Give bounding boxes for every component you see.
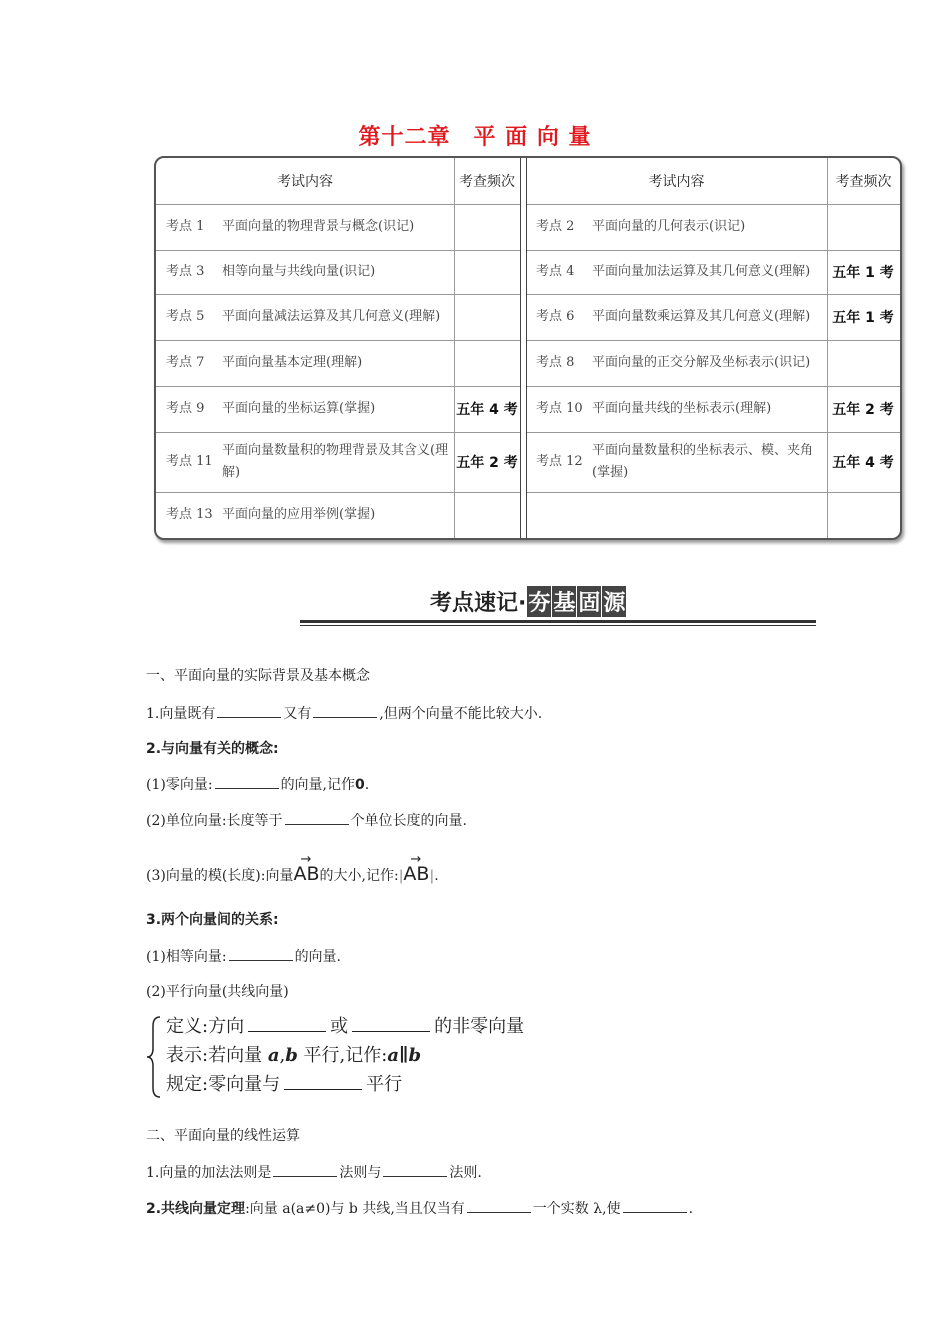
exam-point-number: 考点 8 xyxy=(536,355,575,370)
brace-line-rule: 规定:零向量与 平行 xyxy=(166,1074,403,1095)
item-2-2: 2.共线向量定理:向量 a(a≠0)与 b 共线,当且仅当有 一个实数 λ,使 . xyxy=(146,1198,693,1219)
exam-point-number: 考点 3 xyxy=(166,264,205,279)
exam-point-text: 平面向量基本定理(理解) xyxy=(222,355,363,370)
banner-title: 考点速记· xyxy=(430,591,527,616)
item-zero-vector: (1)零向量: 的向量,记作0. xyxy=(146,774,369,795)
item-1-1: 1.向量既有 又有 ,但两个向量不能比较大小. xyxy=(146,703,542,724)
exam-point-number: 考点 5 xyxy=(166,309,205,324)
item-vector-modulus: (3)向量的模(长度):向量 → AB的大小,记作:| → AB|. xyxy=(146,852,439,885)
exam-point-cell xyxy=(166,386,452,432)
exam-point-number: 考点 9 xyxy=(166,401,205,416)
exam-frequency: 五年 4 考 xyxy=(832,455,894,471)
exam-point-text: 平面向量的坐标运算(掌握) xyxy=(222,401,376,416)
exam-table xyxy=(154,156,902,540)
header-content: 考试内容 xyxy=(648,174,705,190)
exam-frequency: 五年 2 考 xyxy=(456,455,518,471)
exam-point-text: 平面向量加法运算及其几何意义(理解) xyxy=(592,264,811,279)
item-parallel-vectors: (2)平行向量(共线向量) xyxy=(146,984,289,1000)
exam-frequency: 五年 1 考 xyxy=(832,265,894,281)
item-unit-vector: (2)单位向量:长度等于 个单位长度的向量. xyxy=(146,810,467,831)
exam-frequency xyxy=(454,340,520,386)
exam-point-number: 考点 7 xyxy=(166,355,205,370)
fill-blank xyxy=(623,1198,687,1213)
table-divider xyxy=(520,158,527,538)
exam-point-cell xyxy=(166,432,452,492)
fill-blank xyxy=(383,1162,447,1177)
exam-point-number: 考点 10 xyxy=(536,401,583,416)
exam-point-cell xyxy=(536,432,824,492)
exam-point-number: 考点 1 xyxy=(166,219,205,234)
exam-point-number: 考点 11 xyxy=(166,454,213,469)
exam-point-cell xyxy=(166,340,452,386)
fill-blank xyxy=(248,1015,326,1032)
fill-blank xyxy=(285,810,349,825)
exam-frequency: 五年 4 考 xyxy=(456,402,518,418)
fill-blank xyxy=(217,703,281,718)
fill-blank xyxy=(215,774,279,789)
banner-box-char: 固 xyxy=(577,586,601,617)
header-frequency: 考查频次 xyxy=(835,174,892,190)
exam-point-text: 相等向量与共线向量(识记) xyxy=(222,264,376,279)
exam-point-cell xyxy=(536,340,824,386)
section-1-title: 一、平面向量的实际背景及基本概念 xyxy=(146,668,370,684)
chapter-title: 第十二章 平 面 向 量 xyxy=(358,125,592,150)
item-1-3-heading: 3.两个向量间的关系: xyxy=(146,912,279,928)
banner-rule xyxy=(300,620,816,623)
fill-blank xyxy=(229,946,293,961)
fill-blank xyxy=(284,1073,362,1090)
vector-ab: → AB xyxy=(293,852,320,885)
item-equal-vectors: (1)相等向量: 的向量. xyxy=(146,946,341,967)
exam-point-cell xyxy=(166,492,452,538)
fill-blank xyxy=(352,1015,430,1032)
exam-point-text: 平面向量的几何表示(识记) xyxy=(592,219,746,234)
exam-point-cell xyxy=(166,204,452,250)
exam-point-number: 考点 4 xyxy=(536,264,575,279)
exam-frequency xyxy=(454,204,520,250)
exam-point-cell xyxy=(536,492,824,538)
exam-point-text: 平面向量数乘运算及其几何意义(理解) xyxy=(592,309,811,324)
fill-blank xyxy=(467,1198,531,1213)
banner-rule xyxy=(300,625,816,626)
item-2-1: 1.向量的加法法则是 法则与 法则. xyxy=(146,1162,482,1183)
banner-box-char: 基 xyxy=(552,586,576,617)
brace-definition-block xyxy=(146,1014,566,1100)
vector-ab: → AB xyxy=(403,852,430,885)
section-2-title: 二、平面向量的线性运算 xyxy=(146,1128,300,1144)
banner-box-char: 源 xyxy=(602,586,626,617)
exam-point-number: 考点 12 xyxy=(536,454,583,469)
fill-blank xyxy=(273,1162,337,1177)
exam-point-text: 平面向量数量积的坐标表示、模、夹角(掌握) xyxy=(592,443,814,480)
brace-line-definition: 定义:方向 或 的非零向量 xyxy=(166,1016,525,1037)
exam-point-number: 考点 13 xyxy=(166,507,213,522)
exam-frequency: 五年 1 考 xyxy=(832,310,894,326)
exam-frequency xyxy=(827,340,899,386)
exam-point-text: 平面向量的正交分解及坐标表示(识记) xyxy=(592,355,811,370)
exam-point-number: 考点 2 xyxy=(536,219,575,234)
exam-frequency xyxy=(454,250,520,294)
exam-point-text: 平面向量数量积的物理背景及其含义(理解) xyxy=(222,443,449,480)
header-content: 考试内容 xyxy=(277,174,333,190)
section-banner xyxy=(300,586,816,630)
fill-blank xyxy=(313,703,377,718)
exam-frequency xyxy=(827,492,899,538)
brace-line-notation: 表示:若向量 a,b 平行,记作:a∥b xyxy=(166,1045,422,1066)
item-1-2-heading: 2.与向量有关的概念: xyxy=(146,741,279,757)
exam-frequency: 五年 2 考 xyxy=(832,402,894,418)
exam-point-cell xyxy=(536,204,824,250)
exam-point-text: 平面向量共线的坐标表示(理解) xyxy=(592,401,772,416)
exam-point-cell xyxy=(536,250,824,294)
exam-point-number: 考点 6 xyxy=(536,309,575,324)
exam-frequency xyxy=(454,294,520,340)
exam-point-cell xyxy=(536,294,824,340)
exam-point-cell xyxy=(166,250,452,294)
exam-point-cell xyxy=(536,386,824,432)
exam-point-text: 平面向量的物理背景与概念(识记) xyxy=(222,219,415,234)
left-brace-icon xyxy=(146,1014,162,1100)
exam-frequency xyxy=(827,204,899,250)
exam-point-text: 平面向量减法运算及其几何意义(理解) xyxy=(222,309,441,324)
header-frequency: 考查频次 xyxy=(459,174,515,190)
banner-box-char: 夯 xyxy=(527,586,551,617)
exam-point-text: 平面向量的应用举例(掌握) xyxy=(222,507,376,522)
exam-point-cell xyxy=(166,294,452,340)
exam-frequency xyxy=(454,492,520,538)
